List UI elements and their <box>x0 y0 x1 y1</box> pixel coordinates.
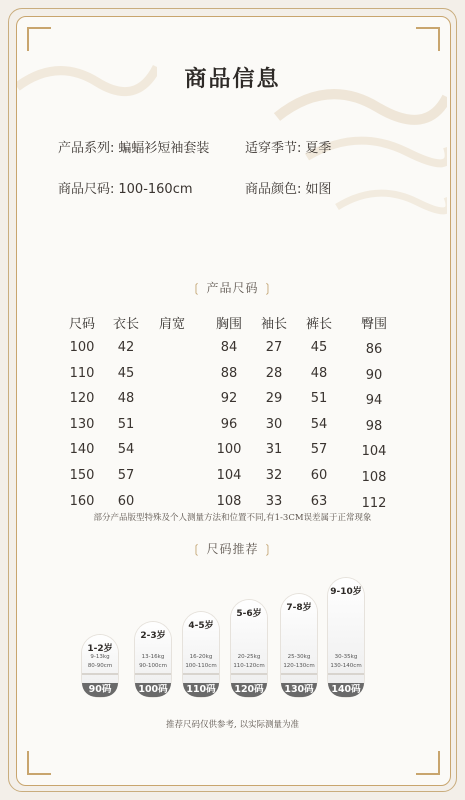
pill-height: 110-120cm <box>233 663 265 669</box>
pill-weight: 13-16kg <box>141 654 165 660</box>
table-cell: 31 <box>265 442 283 458</box>
table-header-cell: 袖长 <box>260 317 287 332</box>
table-cell: 94 <box>365 393 383 409</box>
size-value: 100-160cm <box>118 182 193 197</box>
color-value: 如图 <box>305 182 332 197</box>
table-cell: 140 <box>69 442 95 458</box>
table-header-cell: 肩宽 <box>158 317 185 332</box>
pill-height: 130-140cm <box>330 663 362 669</box>
table-cell: 57 <box>117 468 135 483</box>
table-cell: 108 <box>216 493 242 509</box>
corner-ornament <box>416 751 440 775</box>
size-label: 商品尺码: <box>58 182 115 197</box>
size-pill <box>135 622 171 697</box>
size-pill <box>281 594 317 697</box>
table-cell: 45 <box>310 340 328 355</box>
season-info <box>245 137 331 156</box>
table-cell: 48 <box>310 365 328 381</box>
table-cell: 60 <box>117 493 135 509</box>
table-cell: 110 <box>69 365 95 381</box>
table-cell: 29 <box>265 391 283 407</box>
bracket-right-icon: ❳ <box>262 542 274 556</box>
size-chart-title: 产品尺码 <box>206 281 259 295</box>
series-value: 蝙蝠衫短袖套装 <box>118 141 210 156</box>
bracket-left-icon: ❲ <box>191 542 203 556</box>
pill-age: 7-8岁 <box>286 603 312 613</box>
series-label: 产品系列: <box>58 141 115 156</box>
pill-height: 120-130cm <box>283 663 315 669</box>
size-pill <box>82 635 118 697</box>
corner-ornament <box>416 27 440 51</box>
table-cell: 27 <box>265 340 283 355</box>
pill-size-badge: 140码 <box>328 683 364 697</box>
pill-weight: 16-20kg <box>189 654 213 660</box>
color-label: 商品颜色: <box>245 182 302 197</box>
recommend-footnote: 推荐尺码仅供参考, 以实际测量为准 <box>166 720 299 730</box>
page-title: 商品信息 <box>184 67 281 92</box>
table-header-cell: 尺码 <box>68 317 95 332</box>
pill-age: 5-6岁 <box>236 609 262 619</box>
pill-divider <box>231 673 267 675</box>
table-cell: 86 <box>365 342 383 357</box>
measurement-note: 部分产品版型特殊及个人测量方法和位置不同,有1-3CM误差属于正常现象 <box>93 513 372 523</box>
table-cell: 100 <box>69 340 95 355</box>
table-header-cell: 臀围 <box>360 317 387 332</box>
table-cell: 48 <box>117 391 135 407</box>
table-cell: 54 <box>310 416 328 432</box>
table-cell: 42 <box>117 340 135 355</box>
pill-height: 80-90cm <box>87 663 113 669</box>
table-cell: 104 <box>216 468 242 483</box>
recommend-title: 尺码推荐 <box>206 542 259 556</box>
table-cell: 63 <box>310 493 328 509</box>
table-cell: 28 <box>265 365 283 381</box>
pill-height: 100-110cm <box>185 663 217 669</box>
pill-divider <box>82 673 118 675</box>
table-cell: 104 <box>361 444 387 460</box>
pill-size-badge: 90码 <box>82 683 118 697</box>
size-pill <box>231 600 267 697</box>
table-cell: 98 <box>365 418 383 434</box>
table-cell: 96 <box>220 416 238 432</box>
table-cell: 112 <box>361 495 387 511</box>
pill-age: 1-2岁 <box>87 644 113 654</box>
table-cell: 54 <box>117 442 135 458</box>
table-cell: 51 <box>310 391 328 407</box>
pill-size-badge: 110码 <box>183 683 219 697</box>
table-cell: 90 <box>365 367 383 383</box>
table-header-cell: 胸围 <box>215 317 242 332</box>
season-value: 夏季 <box>305 141 332 156</box>
size-chart-heading <box>0 279 465 296</box>
table-cell: 33 <box>265 493 283 509</box>
pill-size-badge: 130码 <box>281 683 317 697</box>
pill-age: 4-5岁 <box>188 621 214 631</box>
bracket-left-icon: ❲ <box>191 281 203 295</box>
table-cell: 150 <box>69 468 95 483</box>
pill-divider <box>328 673 364 675</box>
table-cell: 100 <box>216 442 242 458</box>
corner-ornament <box>27 751 51 775</box>
table-cell: 160 <box>69 493 95 509</box>
table-cell: 60 <box>310 468 328 483</box>
pill-weight: 25-30kg <box>287 654 311 660</box>
size-info <box>58 178 193 197</box>
size-pill <box>183 612 219 697</box>
pill-age: 9-10岁 <box>330 587 362 597</box>
pill-divider <box>281 673 317 675</box>
season-label: 适穿季节: <box>245 141 302 156</box>
pill-age: 2-3岁 <box>140 631 166 641</box>
table-cell: 57 <box>310 442 328 458</box>
table-cell: 30 <box>265 416 283 432</box>
size-pill <box>328 578 364 697</box>
color-info <box>245 178 331 197</box>
table-header-cell: 裤长 <box>305 317 332 332</box>
table-cell: 88 <box>220 365 238 381</box>
table-header-cell: 衣长 <box>112 317 139 332</box>
table-cell: 130 <box>69 416 95 432</box>
pill-weight: 30-35kg <box>334 654 358 660</box>
pill-size-badge: 100码 <box>135 683 171 697</box>
table-cell: 32 <box>265 468 283 483</box>
table-cell: 51 <box>117 416 135 432</box>
pill-size-badge: 120码 <box>231 683 267 697</box>
table-cell: 120 <box>69 391 95 407</box>
pill-weight: 20-25kg <box>237 654 261 660</box>
series-info <box>58 137 209 156</box>
table-cell: 92 <box>220 391 238 407</box>
pill-divider <box>135 673 171 675</box>
table-cell: 45 <box>117 365 135 381</box>
pill-height: 90-100cm <box>139 663 167 669</box>
table-cell: 84 <box>220 340 238 355</box>
recommend-heading <box>0 540 465 557</box>
pill-weight: 9-13kg <box>90 654 110 660</box>
table-cell: 108 <box>361 470 387 485</box>
bracket-right-icon: ❳ <box>262 281 274 295</box>
pill-divider <box>183 673 219 675</box>
